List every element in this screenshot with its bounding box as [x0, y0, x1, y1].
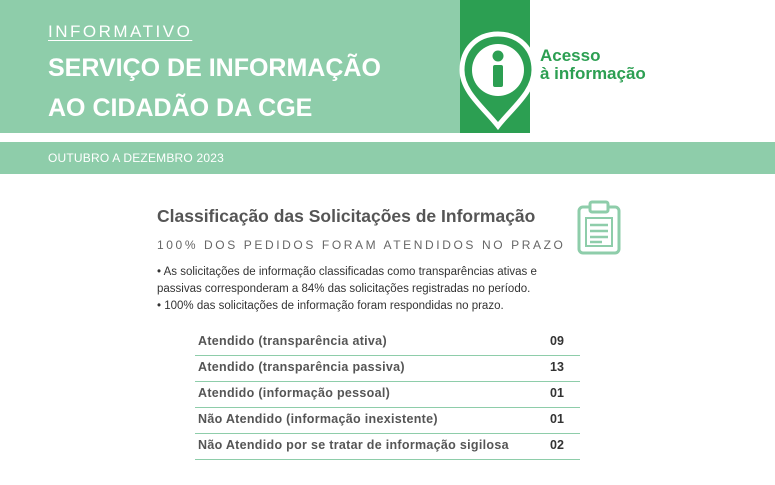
- table-row: [195, 408, 580, 434]
- title-line-1: SERVIÇO DE INFORMAÇÃO: [48, 54, 381, 82]
- bullet-line-1: • As solicitações de informação classificadas como transparências ativas e: [157, 266, 537, 278]
- row-label: Atendido (transparência ativa): [198, 334, 387, 348]
- logo-line-1: Acesso: [540, 46, 601, 65]
- page-title: [48, 48, 381, 128]
- table-row: [195, 382, 580, 408]
- section-subtitle: 100% DOS PEDIDOS FORAM ATENDIDOS NO PRAZO: [157, 238, 566, 252]
- bullet-list: [157, 264, 577, 315]
- row-value: 13: [550, 360, 564, 374]
- logo-line-2: à informação: [540, 64, 646, 83]
- section-title: Classificação das Solicitações de Informação: [157, 206, 536, 226]
- table-row: [195, 434, 580, 460]
- row-label: Atendido (informação pessoal): [198, 386, 391, 400]
- row-value: 09: [550, 334, 564, 348]
- row-value: 01: [550, 412, 564, 426]
- info-pin-icon: [458, 30, 538, 130]
- row-value: 01: [550, 386, 564, 400]
- bullet-line-2: passivas corresponderam a 84% das solicitações registradas no período.: [157, 283, 531, 295]
- row-value: 02: [550, 438, 564, 452]
- row-label: Não Atendido por se tratar de informação sigilosa: [198, 438, 509, 452]
- logo-text: [540, 47, 646, 83]
- table-row: [195, 330, 580, 356]
- classification-table: [195, 330, 580, 460]
- header-band: [0, 0, 460, 133]
- kicker: INFORMATIVO: [48, 22, 193, 41]
- table-row: [195, 356, 580, 382]
- period-label: OUTUBRO A DEZEMBRO 2023: [48, 151, 224, 165]
- title-line-2: AO CIDADÃO DA CGE: [48, 94, 313, 122]
- row-label: Atendido (transparência passiva): [198, 360, 405, 374]
- row-label: Não Atendido (informação inexistente): [198, 412, 438, 426]
- period-bar: [0, 142, 775, 174]
- clipboard-icon: [576, 200, 622, 256]
- bullet-line-3: • 100% das solicitações de informação foram respondidas no prazo.: [157, 300, 504, 312]
